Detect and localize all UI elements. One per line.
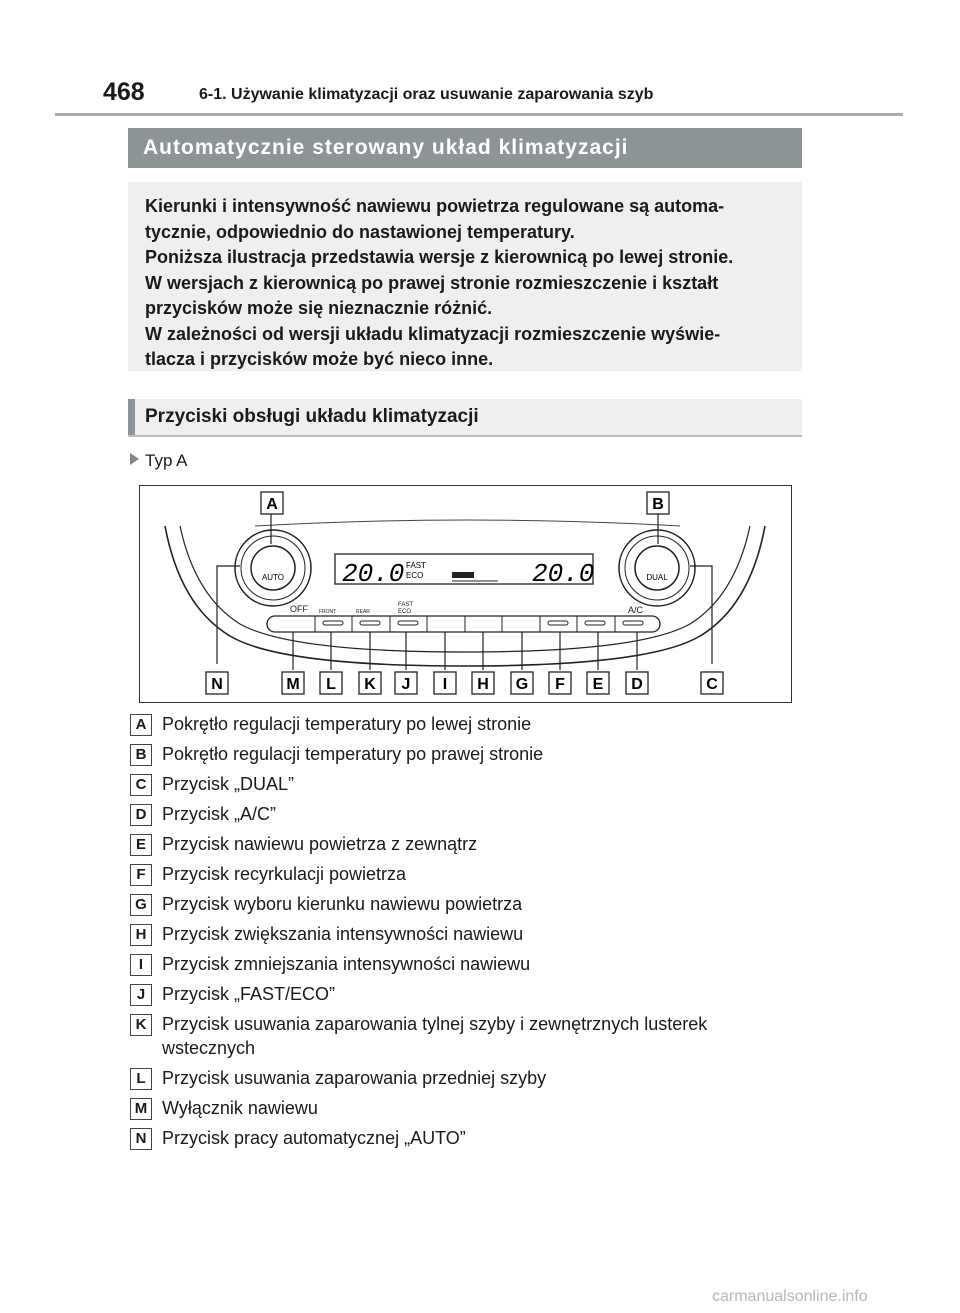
legend-text: Przycisk „FAST/ECO” xyxy=(162,984,336,1004)
legend-text: Przycisk usuwania zaparowania przedniej szyby xyxy=(162,1068,547,1088)
callout-i: I xyxy=(442,676,448,693)
subsection-accent xyxy=(128,399,135,435)
callout-g: G xyxy=(515,676,529,693)
type-label-text: Typ A xyxy=(145,451,188,470)
page-number: 468 xyxy=(103,78,145,106)
legend-text: Przycisk „DUAL” xyxy=(162,774,295,794)
display-eco: ECO xyxy=(406,571,424,580)
climate-display xyxy=(335,554,594,589)
fast-button-label: FAST xyxy=(398,602,414,608)
legend-key: F xyxy=(130,864,152,886)
eco-button-label: ECO xyxy=(398,609,412,615)
legend-text: Przycisk zmniejszania intensywności nawiewu xyxy=(162,954,531,974)
triangle-bullet-icon xyxy=(130,453,139,465)
type-label xyxy=(130,451,188,471)
legend-key: D xyxy=(130,804,152,826)
legend-key: G xyxy=(130,894,152,916)
legend-key: H xyxy=(130,924,152,946)
legend-text: Przycisk nawiewu powietrza z zewnątrz xyxy=(162,834,478,854)
panel-top-line xyxy=(255,520,680,526)
intro-line: W wersjach z kierownicą po prawej stronie rozmieszczenie i kształt xyxy=(145,272,719,293)
callout-e: E xyxy=(592,676,604,693)
callout-f: F xyxy=(555,676,565,693)
legend-key: B xyxy=(130,744,152,766)
legend-text-line: wstecznych xyxy=(162,1038,256,1058)
legend-key: C xyxy=(130,774,152,796)
panel-outline xyxy=(165,526,765,666)
left-temp-knob[interactable] xyxy=(235,530,311,606)
rear-button-label: REAR xyxy=(356,609,370,615)
ac-button-label: A/C xyxy=(628,605,644,615)
callout-h: H xyxy=(477,676,489,693)
legend-key: E xyxy=(130,834,152,856)
intro-line: W zależności od wersji układu klimatyzacji rozmieszczenie wyświe- xyxy=(145,323,721,344)
section-title-bar xyxy=(128,128,802,168)
intro-line: tlacza i przycisków może być nieco inne. xyxy=(145,349,494,369)
auto-knob-label: AUTO xyxy=(261,573,285,582)
subsection-header xyxy=(128,399,802,437)
legend-key: L xyxy=(130,1068,152,1090)
legend-key: J xyxy=(130,984,152,1006)
intro-line: tycznie, odpowiednio do nastawionej temperatury. xyxy=(145,221,575,242)
fan-level-bars xyxy=(452,572,474,578)
control-panel-figure xyxy=(139,485,792,703)
chapter-title: 6-1. Używanie klimatyzacji oraz usuwanie zaparowania szyb xyxy=(199,86,654,103)
intro-line: przycisków może się nieznacznie różnić. xyxy=(145,298,493,318)
off-button-label: OFF xyxy=(290,604,308,614)
legend-text: Wyłącznik nawiewu xyxy=(162,1098,318,1118)
legend-key: M xyxy=(130,1098,152,1120)
callout-a: A xyxy=(266,496,278,513)
callout-l: L xyxy=(326,676,336,693)
legend-key: K xyxy=(130,1014,152,1036)
legend-text: Pokrętło regulacji temperatury po lewej stronie xyxy=(162,714,532,734)
watermark: carmanualsonline.info xyxy=(712,1288,868,1305)
callout-j: J xyxy=(401,676,411,693)
display-left-temp: 20.0 xyxy=(342,559,405,589)
legend-text: Przycisk „A/C” xyxy=(162,804,276,824)
callout-b: B xyxy=(652,496,664,513)
callout-k: K xyxy=(364,676,376,693)
callout-c: C xyxy=(706,676,718,693)
subsection-title: Przyciski obsługi układu klimatyzacji xyxy=(145,406,479,427)
section-title: Automatycznie sterowany układ klimatyzacji xyxy=(143,136,629,159)
front-button-label: FRONT xyxy=(319,609,337,615)
legend-key: A xyxy=(130,714,152,736)
legend-key: I xyxy=(130,954,152,976)
display-right-temp: 20.0 xyxy=(532,559,595,589)
dual-knob-label: DUAL xyxy=(646,573,668,582)
control-panel-illustration xyxy=(140,486,791,702)
legend-text: Pokrętło regulacji temperatury po prawej stronie xyxy=(162,744,544,764)
legend-text: Przycisk pracy automatycznej „AUTO” xyxy=(162,1128,466,1148)
legend-key: N xyxy=(130,1128,152,1150)
intro-line: Kierunki i intensywność nawiewu powietrza regulowane są automa- xyxy=(145,196,725,216)
callout-m: M xyxy=(286,676,300,693)
right-temp-knob[interactable] xyxy=(619,530,695,606)
callout-d: D xyxy=(631,676,643,693)
intro-text xyxy=(145,194,795,373)
legend-text: Przycisk wyboru kierunku nawiewu powietrza xyxy=(162,894,523,914)
header-divider xyxy=(55,113,903,116)
intro-line: Poniższa ilustracja przedstawia wersje z kierownicą po lewej stronie. xyxy=(145,247,734,267)
button-strip xyxy=(267,616,660,632)
legend-text xyxy=(162,1012,792,1060)
legend-text: Przycisk zwiększania intensywności nawiewu xyxy=(162,924,524,944)
intro-box xyxy=(128,182,802,371)
legend-text-line: Przycisk usuwania zaparowania tylnej szyby i zewnętrznych lusterek xyxy=(162,1014,708,1034)
callout-n: N xyxy=(211,676,223,693)
legend-text: Przycisk recyrkulacji powietrza xyxy=(162,864,407,884)
display-fast: FAST xyxy=(406,561,427,570)
